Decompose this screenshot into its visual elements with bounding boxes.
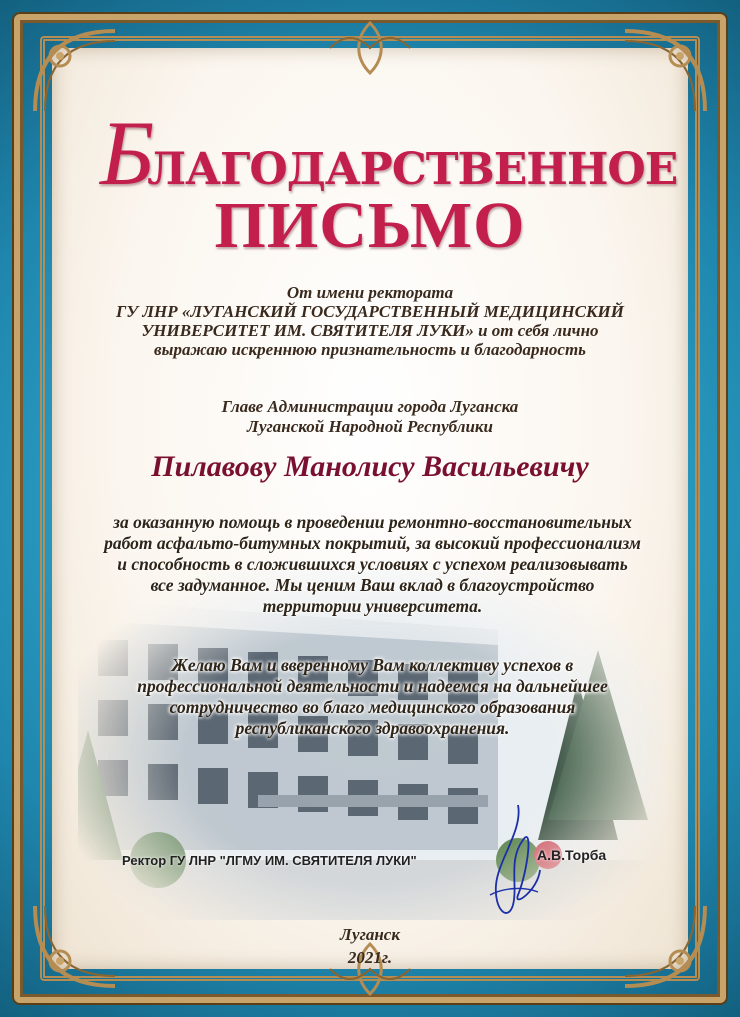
place-and-date (320, 923, 420, 969)
year: 2021г. (347, 948, 393, 967)
intro-line: УНИВЕРСИТЕТ ИМ. СВЯТИТЕЛЯ ЛУКИ» и от себя лично (141, 321, 599, 340)
title-rest: ЛАГОДАРСТВЕННОЕ (147, 144, 678, 195)
certificate-title-line2: ПИСЬМО (214, 189, 526, 262)
body-line: и способность в сложившихся условиях с успехом реализовывать (117, 554, 628, 574)
signer-name: А.В.Торба (537, 847, 607, 863)
recipient-title (120, 397, 620, 437)
intro-line: ГУ ЛНР «ЛУГАНСКИЙ ГОСУДАРСТВЕННЫЙ МЕДИЦИНСКИЙ (116, 302, 624, 321)
intro-line: выражаю искреннюю признательность и благодарность (154, 340, 586, 359)
recipient-name: Пилавову Манолису Васильевичу (151, 450, 589, 483)
body-line: работ асфальто-битумных покрытий, за высокий профессионализм (104, 533, 641, 553)
body-paragraph-2 (95, 655, 650, 739)
city: Луганск (340, 925, 400, 944)
body-line: за оказанную помощь в проведении ремонтно-восстановительных (113, 512, 632, 532)
intro-line: От имени ректората (286, 283, 454, 302)
body-line: республиканского здравоохранения. (235, 718, 510, 738)
body-line: все задуманное. Мы ценим Ваш вклад в благоустройство (150, 575, 595, 595)
title-initial: Б (100, 102, 154, 204)
body-paragraph-1 (80, 512, 665, 617)
body-line: профессиональной деятельности и надеемся на дальнейшее (137, 676, 608, 696)
body-line: Желаю Вам и вверенному Вам коллективу успехов в (171, 655, 574, 675)
body-line: сотрудничество во благо медицинского образования (169, 697, 576, 717)
recipient-line: Луганской Народной Республики (247, 417, 493, 436)
body-line: территории университета. (262, 596, 483, 616)
signer-position: Ректор ГУ ЛНР "ЛГМУ ИМ. СВЯТИТЕЛЯ ЛУКИ" (122, 853, 417, 868)
intro-text (100, 283, 640, 359)
top-ornament-icon (320, 18, 420, 78)
recipient-line: Главе Администрации города Луганска (221, 397, 519, 416)
